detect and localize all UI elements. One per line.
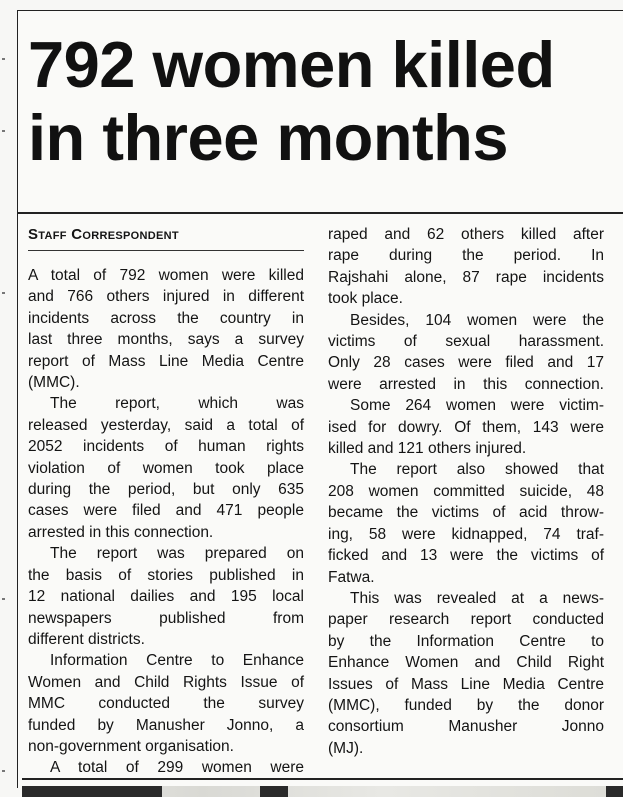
left-edge-scan-marks xyxy=(0,0,12,797)
text-line: (MMC), funded by the donor xyxy=(328,696,604,714)
text-line: and 766 others injured in different xyxy=(28,288,304,306)
text-line: arrested in this connection. xyxy=(28,523,214,541)
text-line: A total of 792 women were killed xyxy=(28,267,304,284)
text-line: Information Centre to Enhance xyxy=(50,652,304,670)
text-line: ing, 58 were kidnapped, 74 traf- xyxy=(328,525,604,543)
text-line: Only 28 cases were filed and 17 xyxy=(328,354,604,372)
article-column-right xyxy=(328,224,604,759)
text-line: This was revealed at a news- xyxy=(350,589,604,607)
text-line: the basis of stories published in xyxy=(28,566,304,584)
headline-line-2: in three months xyxy=(28,101,509,174)
text-line: incidents across the country in xyxy=(28,309,304,327)
text-line: cases were filed and 471 people xyxy=(28,502,304,520)
text-line: consortium Manusher Jonno xyxy=(328,718,604,736)
text-line: paper research report conducted xyxy=(328,611,604,629)
text-line: ficked and 13 were the victims of xyxy=(328,547,604,565)
next-article-strip xyxy=(22,786,623,797)
text-line: Rajshahi alone, 87 rape incidents xyxy=(328,268,604,286)
next-article-image-edge xyxy=(22,786,162,797)
text-line: violation of women took place xyxy=(28,459,304,477)
text-line: report of Mass Line Media Centre xyxy=(28,352,304,370)
text-line: rape during the period. In xyxy=(328,247,604,265)
text-line: victims of sexual harassment. xyxy=(328,333,604,351)
text-line: Fatwa. xyxy=(328,568,375,586)
left-column-text xyxy=(28,265,304,779)
next-article-image-edge xyxy=(606,786,623,797)
byline: Staff Correspondent xyxy=(28,224,304,251)
text-line: were arrested in this connection. xyxy=(328,375,604,393)
text-line: took place. xyxy=(328,290,403,308)
text-line: Women and Child Rights Issue of xyxy=(28,673,304,691)
next-article-image-edge xyxy=(260,786,288,797)
right-column-text xyxy=(328,224,604,759)
text-line: became the victims of acid throw- xyxy=(328,504,604,522)
text-line: newspapers published from xyxy=(28,609,304,627)
text-line: released yesterday, said a total of xyxy=(28,416,304,434)
headline-line-1: 792 women killed xyxy=(28,28,555,101)
text-line: The report, which was xyxy=(50,395,304,413)
text-line: ised for dowry. Of them, 143 were xyxy=(328,418,604,436)
text-line: (MJ). xyxy=(328,739,364,757)
bottom-divider xyxy=(22,778,623,780)
text-line: The report was prepared on xyxy=(50,545,304,563)
text-line: killed and 121 others injured. xyxy=(328,440,527,458)
text-line: non-government organisation. xyxy=(28,737,234,755)
text-line: raped and 62 others killed after xyxy=(328,226,604,243)
text-line: Besides, 104 women were the xyxy=(350,311,604,329)
text-line: last three months, says a survey xyxy=(28,331,304,349)
text-line: The report also showed that xyxy=(350,461,604,479)
text-line: funded by Manusher Jonno, a xyxy=(28,716,304,734)
text-line: during the period, but only 635 xyxy=(28,481,304,499)
text-line: 12 national dailies and 195 local xyxy=(28,588,304,606)
text-line: different districts. xyxy=(28,630,145,648)
text-line: Some 264 women were victim- xyxy=(350,397,604,415)
text-line: 208 women committed suicide, 48 xyxy=(328,482,604,500)
text-line: by the Information Centre to xyxy=(328,632,604,650)
text-line: (MMC). xyxy=(28,374,80,392)
text-line: Enhance Women and Child Right xyxy=(328,654,604,672)
text-line: Issues of Mass Line Media Centre xyxy=(328,675,604,693)
headline-divider xyxy=(17,212,623,214)
text-line: MMC conducted the survey xyxy=(28,695,304,713)
text-line: 2052 incidents of human rights xyxy=(28,438,304,456)
headline xyxy=(28,28,618,174)
article-column-left xyxy=(28,224,304,779)
text-line: A total of 299 women were xyxy=(50,759,304,777)
